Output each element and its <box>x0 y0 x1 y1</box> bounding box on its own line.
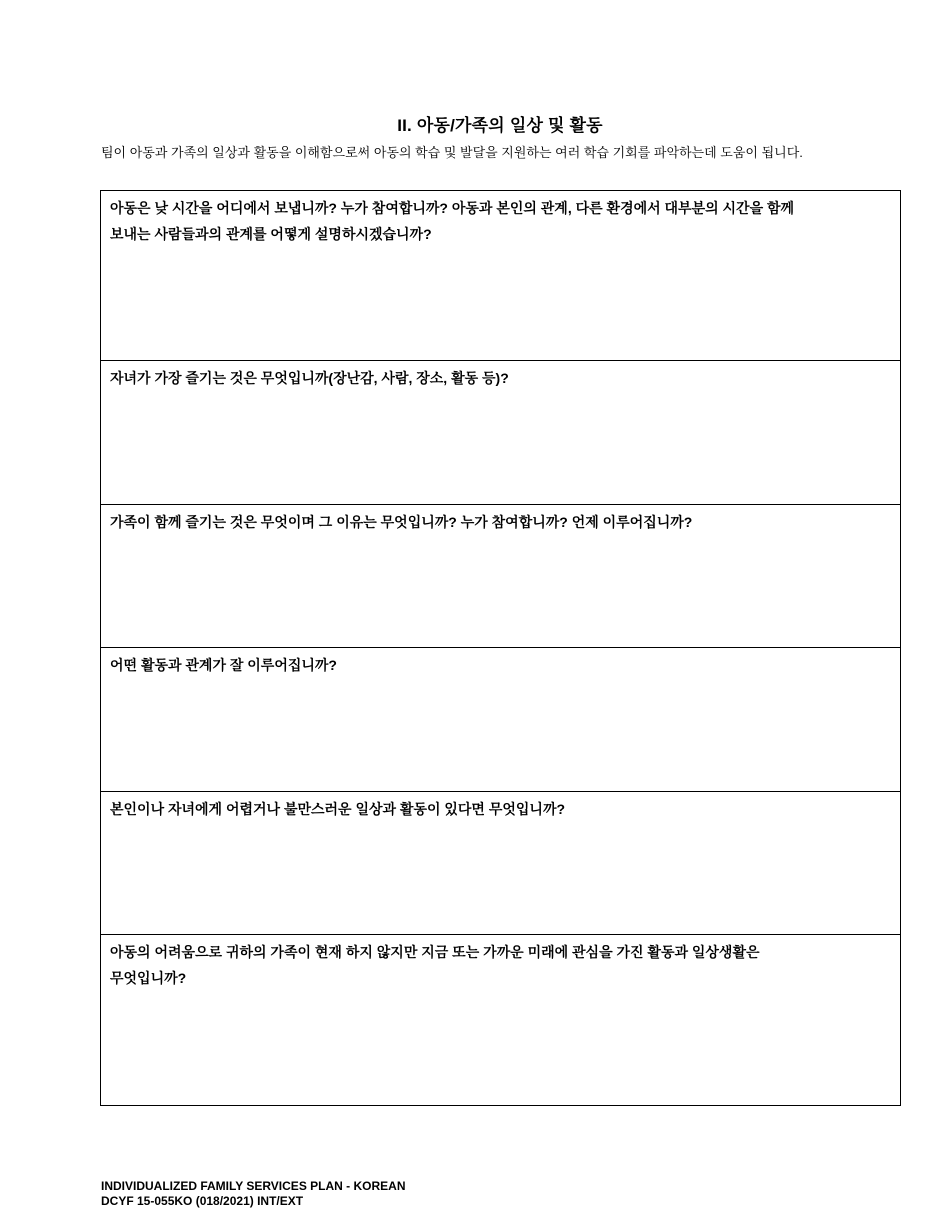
form-footer <box>101 1179 405 1209</box>
question-row-daytime[interactable] <box>101 191 900 361</box>
footer-form-number: DCYF 15-055KO (018/2021) INT/EXT <box>101 1194 304 1208</box>
question-row-future-interests[interactable] <box>101 935 900 1105</box>
section-title: II. 아동/가족의 일상 및 활동 <box>397 116 603 135</box>
question-row-going-well[interactable] <box>101 648 900 792</box>
questions-table <box>100 190 901 1106</box>
question-label: 자녀가 가장 즐기는 것은 무엇입니까(장난감, 사람, 장소, 활동 등)? <box>110 370 509 386</box>
footer-form-name: INDIVIDUALIZED FAMILY SERVICES PLAN - KOREAN <box>101 1179 406 1193</box>
question-row-child-enjoys[interactable] <box>101 361 900 505</box>
question-label: 아동은 낮 시간을 어디에서 보냅니까? 누가 참여합니까? 아동과 본인의 관계, 다른 환경에서 대부분의 시간을 함께 보내는 사람들과의 관계를 어떻게 설명하시겠습니까? <box>110 200 795 242</box>
question-label: 아동의 어려움으로 귀하의 가족이 현재 하지 않지만 지금 또는 가까운 미래에 관심을 가진 활동과 일상생활은 무엇입니까? <box>110 944 760 986</box>
intro-text: 팀이 아동과 가족의 일상과 활동을 이해함으로써 아동의 학습 및 발달을 지원하는 여러 학습 기회를 파악하는데 도움이 됩니다. <box>101 145 803 160</box>
question-row-difficult[interactable] <box>101 792 900 935</box>
question-label: 어떤 활동과 관계가 잘 이루어집니까? <box>110 657 337 673</box>
question-row-family-enjoys[interactable] <box>101 505 900 648</box>
question-label: 본인이나 자녀에게 어렵거나 불만스러운 일상과 활동이 있다면 무엇입니까? <box>110 801 566 817</box>
question-label: 가족이 함께 즐기는 것은 무엇이며 그 이유는 무엇입니까? 누가 참여합니까? 언제 이루어집니까? <box>110 514 693 530</box>
